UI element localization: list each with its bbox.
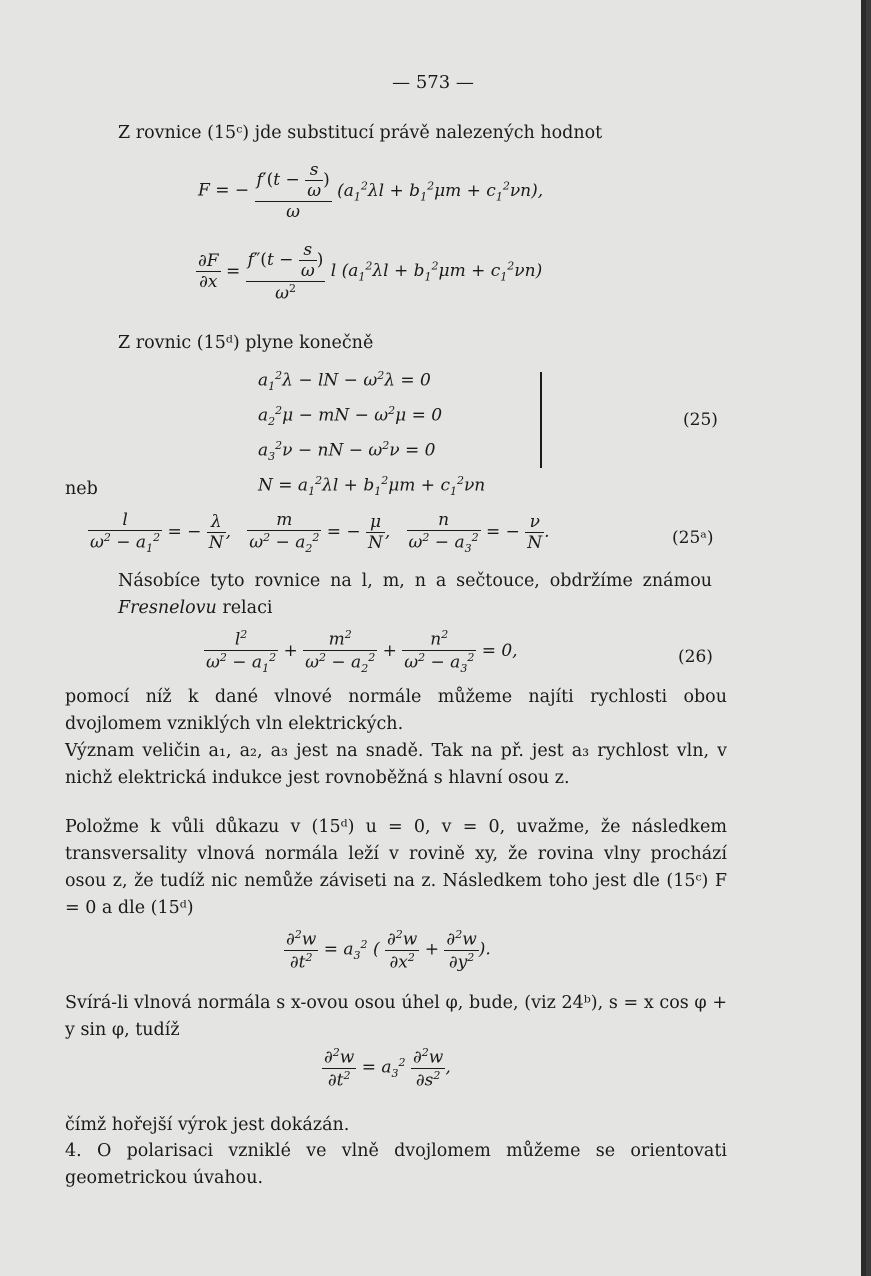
paragraph-pomoci: pomocí níž k dané vlnové normále můžeme najíti rychlosti obou dvojlomem vzniklých vln elektrických.: [65, 687, 727, 734]
equation-25a: $\frac{l}{\omega^2 - a_1^2}$ = − $\frac{\lambda}{N}$ , $\frac{m}{\omega^2 - a_2^2}$ = − $\frac{\mu}{N}$ , $\frac{n}{\omega^2 - a_3^2}$ = − $\frac{\nu}{N}$ .: [90, 510, 550, 556]
paragraph-polarisace: 4. O polarisaci vzniklé ve vlně dvojlomem můžeme se orientovati geometrickou úvahou.: [65, 1141, 727, 1188]
equation-dFdx: $\frac{\partial F}{\partial x}$ = f″(t − $\frac{s}{\omega}$ ) $\omega^2$ l $(a_1^2\lambda l + b_1^2\mu m + c_1^2\nu n)$: [198, 240, 543, 304]
paragraph-nasobice: Násobíce tyto rovnice na l, m, n a sečtouce, obdržíme známou Fresnelovu relaci: [118, 571, 712, 618]
equation-F: F = − f′(t − $\frac{s}{\omega}$ ) ω $(a_1^2\lambda l + b_1^2\mu m + c_1^2\nu n)$,: [198, 160, 544, 222]
equation-wave-2: $\frac{\partial^2w}{\partial t^2}$ = $a_3^2$ $\frac{\partial^2w}{\partial s^2}$ ,: [324, 1046, 451, 1091]
equation-wave-1: $\frac{\partial^2w}{\partial t^2}$ = $a_3^2$ ( $\frac{\partial^2w}{\partial x^2}$ + $\frac{\partial^2w}{\partial y^2}$ ).: [286, 928, 491, 973]
equation-label-25a: (25ᵃ): [672, 528, 714, 548]
brace: [532, 372, 542, 468]
equation-26: $\frac{l^2}{\omega^2 - a_1^2}$ + $\frac{m^2}{\omega^2 - a_2^2}$ + $\frac{n^2}{\omega^2 - a_3^2}$ = 0,: [206, 628, 518, 675]
paragraph-intro: Z rovnice (15ᶜ) jde substitucí právě nalezených hodnot: [118, 123, 603, 143]
page-number: — 573 —: [392, 72, 474, 93]
equation-label-26: (26): [678, 647, 713, 667]
paragraph-neb: neb: [65, 479, 98, 499]
paragraph-rovnic: Z rovnic (15ᵈ) plyne konečně: [118, 333, 374, 353]
paragraph-cimz: čímž hořejší výrok jest dokázán.: [65, 1115, 350, 1135]
paragraph-vyznam: Význam veličin a₁, a₂, a₃ jest na snadě. Tak na př. jest a₃ rychlost vln, v nichž elektrická indukce jest rovnoběžná s hlavní osou z.: [65, 741, 727, 788]
paragraph-svira: Svírá-li vlnová normála s x-ovou osou úhel φ, bude, (viz 24ᵇ), s = x cos φ + y sin φ, tudíž: [65, 993, 727, 1040]
equation-label-25: (25): [683, 410, 718, 430]
page-edge: [861, 0, 866, 1276]
equation-system-25: $a_1^2\lambda$ − lN − $\omega^2\lambda = 0$ $a_2^2\mu$ − mN − $\omega^2\mu = 0$ $a_3^2\nu$ − nN − $\omega^2\nu = 0$ $N = a_1^2\lambda l + b_1^2\mu m + c_1^2\nu n$: [258, 369, 486, 499]
paragraph-polozme: Položme k vůli důkazu v (15ᵈ) u = 0, v = 0, uvažme, že následkem transversality vlnová normála leží v rovině xy, že rovina vlny prochází osou z, že tudíž nic nemůže záviseti na z. Následkem toho jest dle (15ᶜ) F = 0 a dle (15ᵈ): [65, 817, 727, 918]
